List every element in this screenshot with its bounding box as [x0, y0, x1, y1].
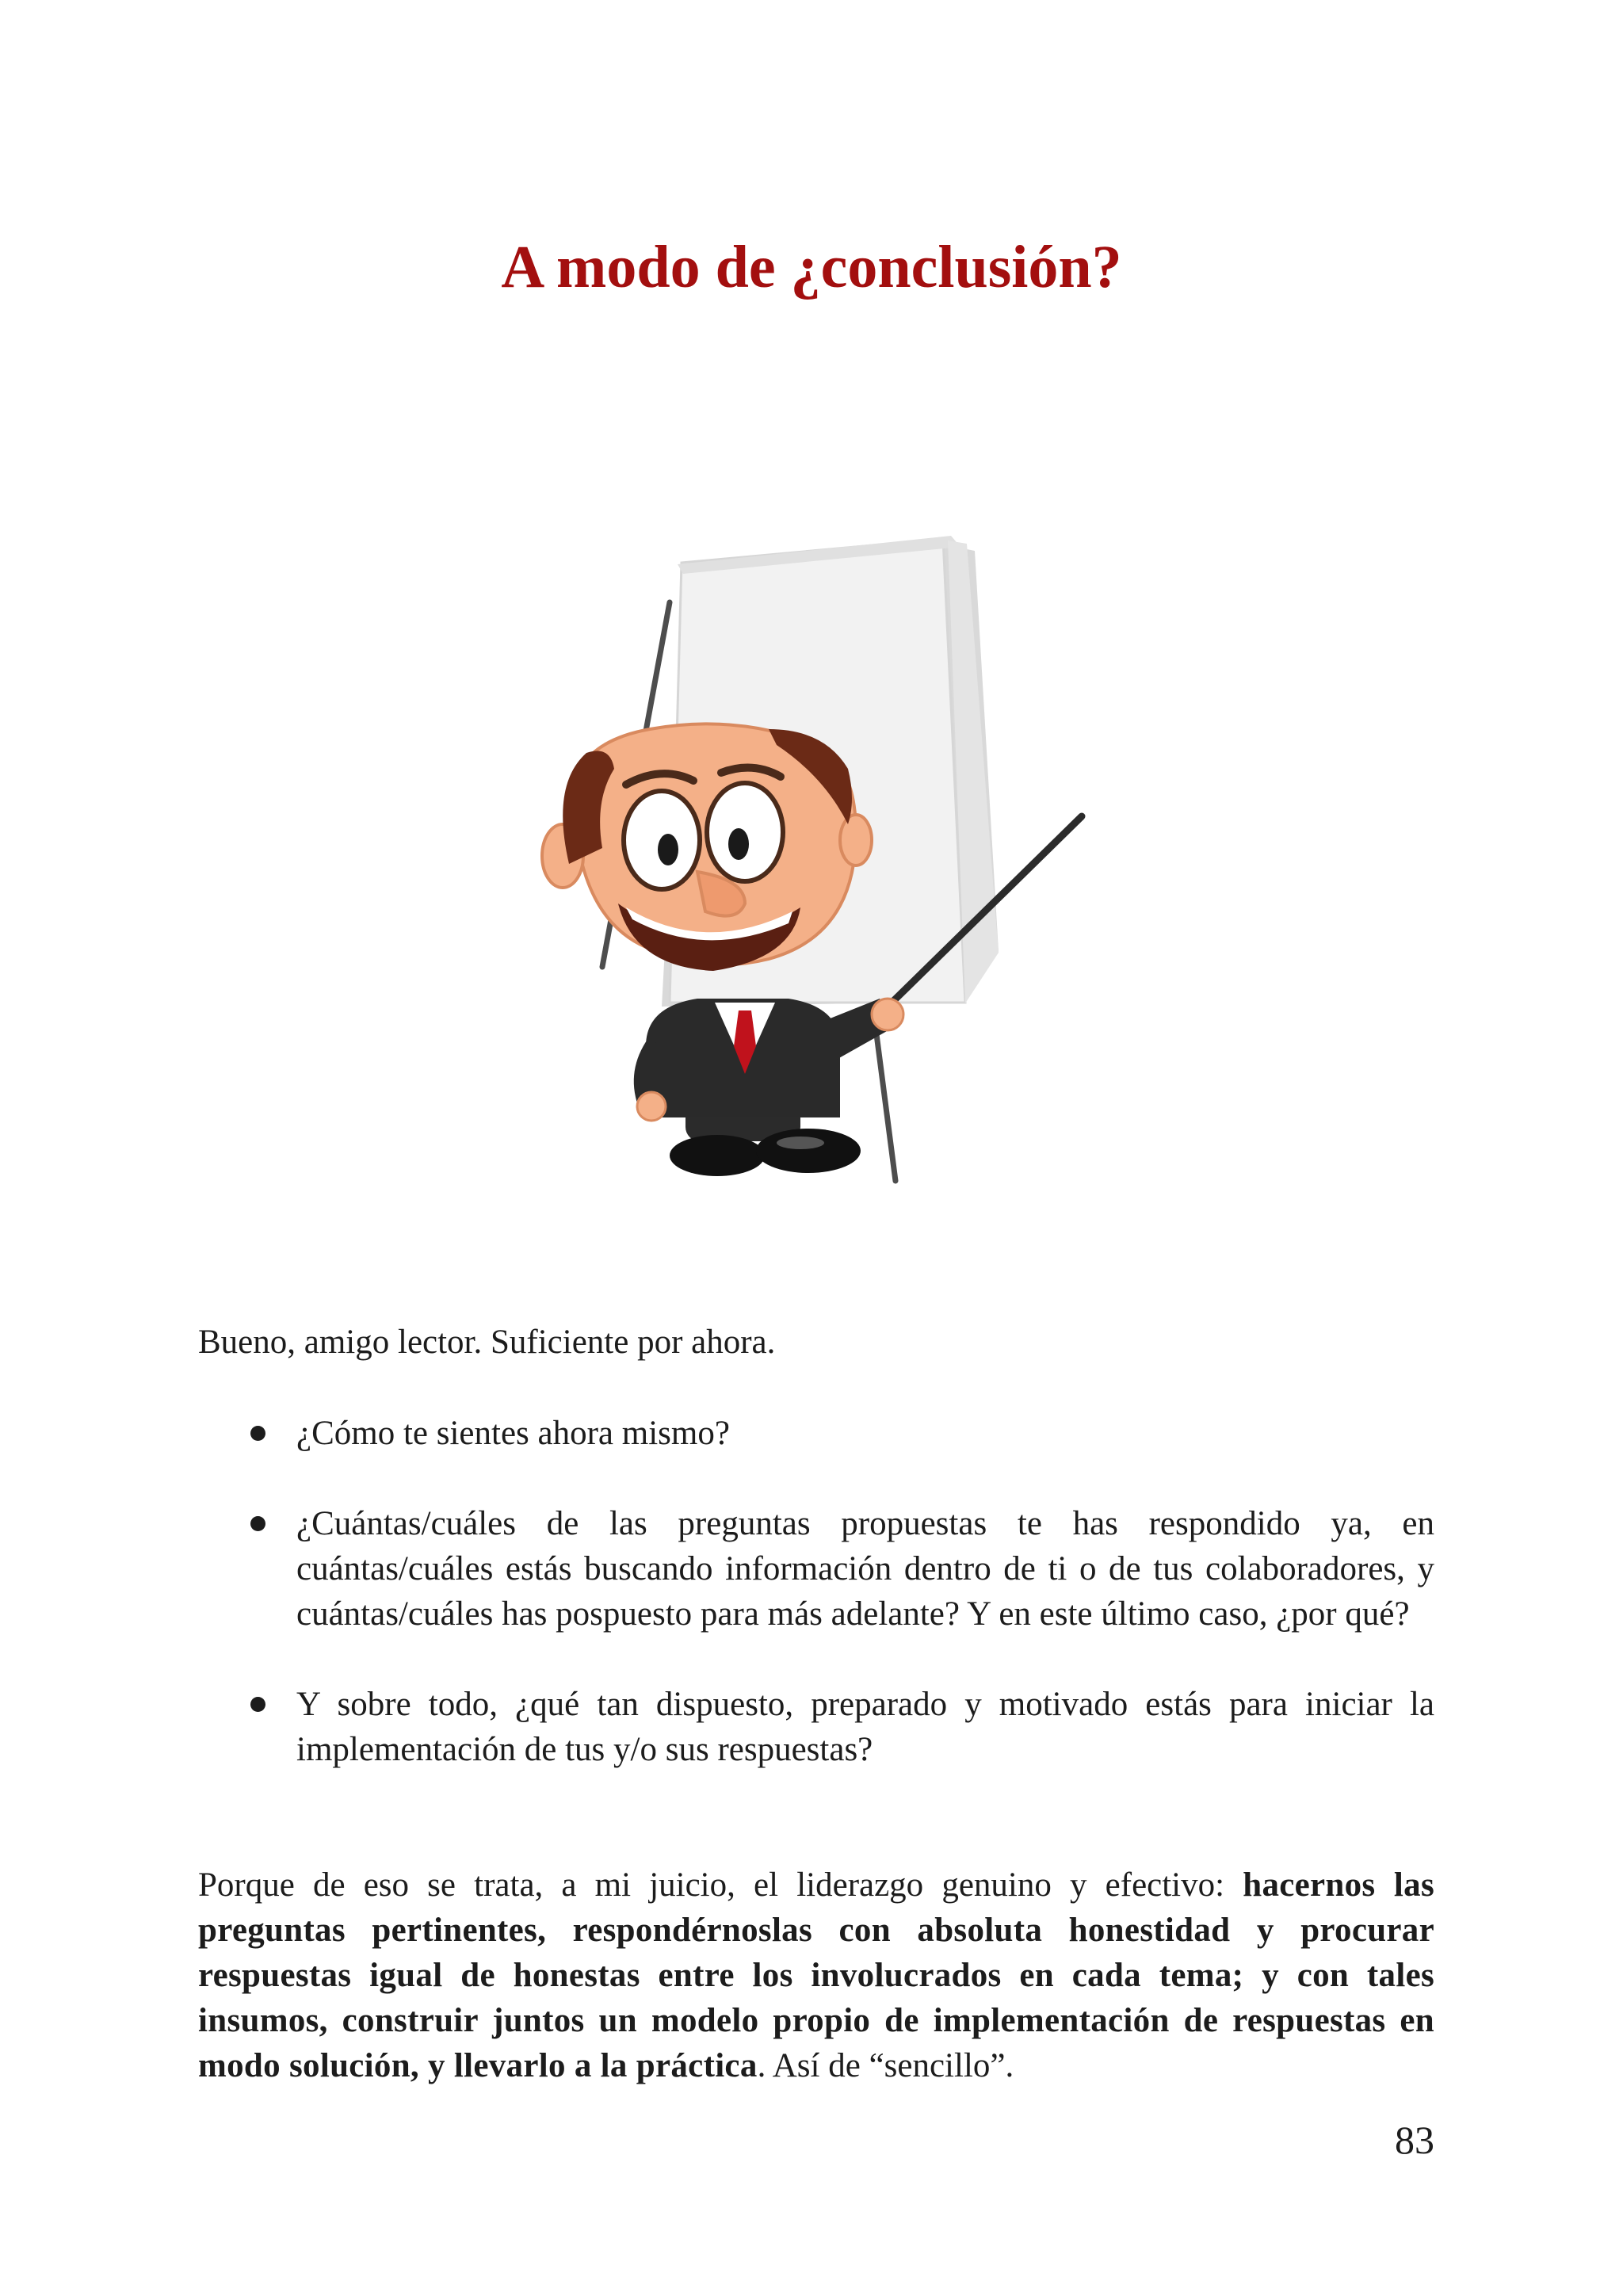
page-title: A modo de ¿conclusión?: [501, 234, 1122, 300]
list-item: [198, 1411, 1434, 1456]
intro-paragraph: Bueno, amigo lector. Suficiente por ahora.: [198, 1324, 776, 1361]
bullet-icon: [250, 1697, 265, 1712]
closing-paragraph: [198, 1862, 1434, 2088]
bullet-icon: [250, 1516, 265, 1531]
closing-tail: . Así de “sencillo”.: [757, 2047, 1014, 2084]
list-item: [198, 1501, 1434, 1637]
list-item: [198, 1682, 1434, 1772]
question-text: ¿Cómo te sientes ahora mismo?: [296, 1415, 730, 1452]
bullet-icon: [250, 1426, 265, 1441]
page-number: 83: [1395, 2118, 1434, 2162]
closing-emphasis: hacernos las preguntas pertinentes, respondérnoslas con absoluta honestidad y procurar respuestas igual de honestas entre los involucrados en cada tema; y con tales insumos, construir juntos un modelo propio de implementación de respuestas en modo solución, y llevarlo a la práctica: [198, 1866, 1434, 2084]
presenter-with-flipchart-icon: [507, 491, 1109, 1189]
question-text: Y sobre todo, ¿qué tan dispuesto, preparado y motivado estás para iniciar la implementación de tus y/o sus respuestas?: [296, 1686, 1434, 1768]
closing-lead: Porque de eso se trata, a mi juicio, el liderazgo genuino y efectivo:: [198, 1866, 1243, 1904]
question-text: ¿Cuántas/cuáles de las preguntas propuestas te has respondido ya, en cuántas/cuáles estás buscando información dentro de ti o de tus colaboradores, y cuántas/cuáles has pospuesto para más adelante? Y en este último caso, ¿por qué?: [296, 1505, 1434, 1633]
questions-list: [198, 1411, 1434, 1817]
